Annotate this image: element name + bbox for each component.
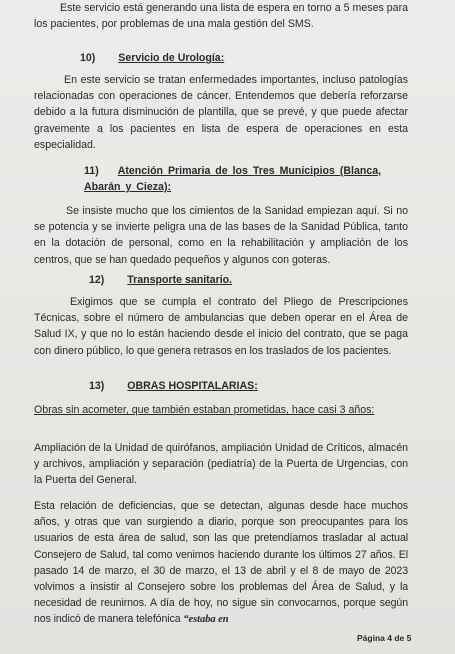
section-13-title: OBRAS HOSPITALARIAS: xyxy=(127,380,258,392)
section-12-body: Exigimos que se cumpla el contrato del Pliego de Prescripciones Técnicas, sobre el número de ambulancias que deben operar en el Área de Salud IX, y que no lo están haciendo desde el inicio del contrato, que se paga con dinero público, lo que genera retrasos en los traslados de los pacientes. xyxy=(34,296,408,357)
section-13-number: 13) xyxy=(89,380,105,392)
closing-quote: “estaba en xyxy=(183,614,229,626)
section-12-heading xyxy=(89,272,232,288)
section-11-body: Se insiste mucho que los cimientos de la Sanidad empiezan aquí. Si no se potencia y se invierte peligra una de las bases de la Sanidad Pública, tanto en la dotación de personal, como en la rehabilitación y ampliación de los centros, que se han quedado pequeños y algunos con goteras. xyxy=(34,205,408,266)
section-12-number: 12) xyxy=(89,274,105,286)
section-10-body: En este servicio se tratan enfermedades importantes, incluso patologías relacionadas con operaciones de cáncer. Entendemos que debería reforzarse debido a la futura disminución de plantilla, que se prevé, y que puede afectar gravemente a los pacientes en lista de espera de operaciones en esta especialidad. xyxy=(34,74,408,151)
intro-paragraph: Este servicio está generando una lista de espera en torno a 5 meses para los pacientes, por problemas de una mala gestión del SMS. xyxy=(34,2,408,31)
section-10-heading xyxy=(80,50,224,66)
section-11-number: 11) xyxy=(84,165,99,177)
section-10-number: 10) xyxy=(80,52,96,64)
section-12-title: Transporte sanitario. xyxy=(127,274,233,286)
page-footer: Página 4 de 5 xyxy=(357,633,412,643)
closing-paragraph: Esta relación de deficiencias, que se detectan, algunas desde hace muchos años, y otras que van surgiendo a diario, porque son preocupantes para los usuarios de esta área de salud, son las que pretendíamos trasladar al actual Consejero de Salud, tal como venimos haciendo durante los últimos 27 años. El pasado 14 de marzo, el 30 de marzo, el 13 de abril y el 8 de mayo de 2023 volvimos a insistir al Consejero sobre los problemas del Área de Salud, y la necesidad de reunirnos. A día de hoy, no sigue sin convocarnos, porque según nos indicó de manera telefónica “estaba en xyxy=(34,500,408,626)
section-11-heading xyxy=(84,163,408,195)
section-10-title: Servicio de Urología: xyxy=(118,52,225,64)
section-11-title: Atención Primaria de los Tres Municipios (Blanca, Abarán y Cieza): xyxy=(84,165,382,193)
section-13-subtitle: Obras sin acometer, que también estaban prometidas, hace casi 3 años: xyxy=(34,404,375,416)
section-13-heading xyxy=(89,378,258,394)
section-13-body: Ampliación de la Unidad de quirófanos, ampliación Unidad de Críticos, almacén y archivos, ampliación y separación (pediatría) de la Puerta de Urgencias, con la Puerta del General. xyxy=(34,442,408,487)
